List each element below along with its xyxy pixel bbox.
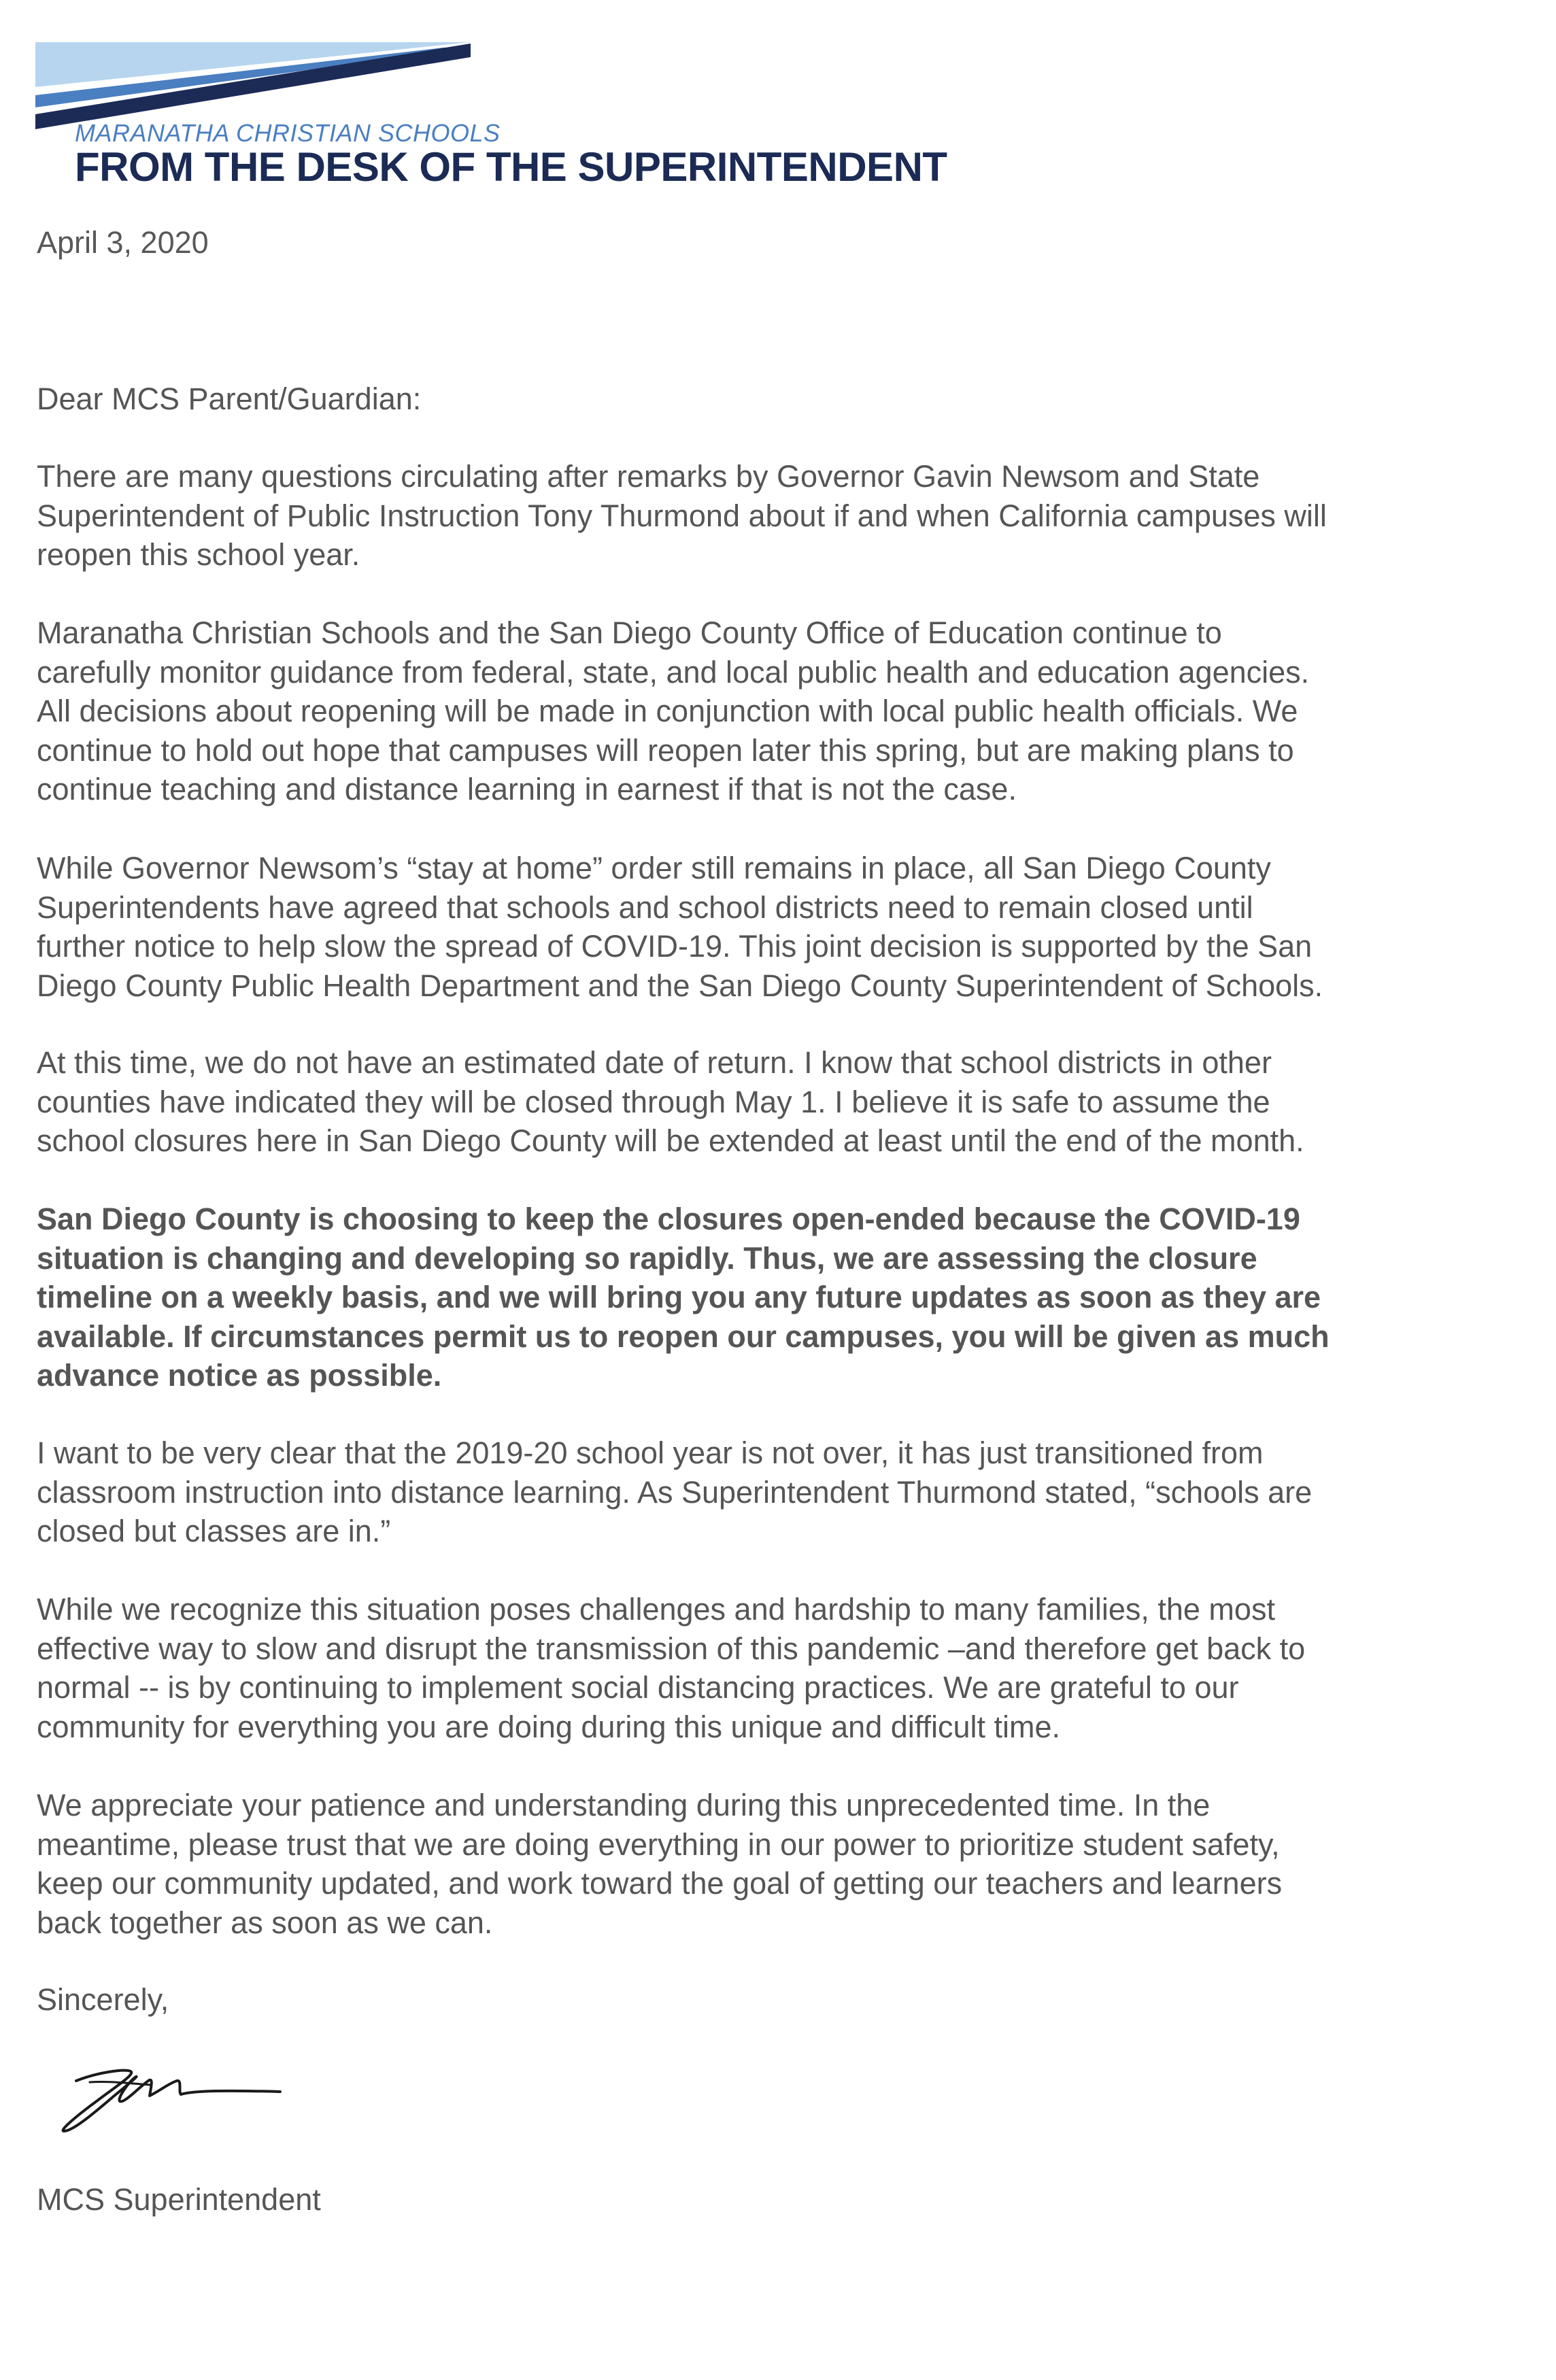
paragraph-line: I want to be very clear that the 2019-20 school year is not over, it has just transitioned from [37,1435,1264,1470]
salutation: Dear MCS Parent/Guardian: [37,381,422,416]
paragraph-line: available. If circumstances permit us to reopen our campuses, you will be given as much [37,1319,1330,1354]
paragraph-line: back together as soon as we can. [37,1905,493,1940]
paragraph-line: There are many questions circulating after remarks by Governor Gavin Newsom and State [37,459,1260,494]
paragraph-line: Diego County Public Health Department and the San Diego County Superintendent of Schools. [37,968,1323,1003]
paragraph-line: reopen this school year. [37,537,360,572]
letterhead-stripes-logo [35,42,477,131]
paragraph-line: further notice to help slow the spread of COVID-19. This joint decision is supported by the San [37,929,1313,964]
paragraph-line: normal -- is by continuing to implement social distancing practices. We are grateful to our [37,1670,1239,1705]
paragraph-line: effective way to slow and disrupt the transmission of this pandemic –and therefore get back to [37,1631,1306,1666]
paragraph-line: meantime, please trust that we are doing everything in our power to prioritize student safety, [37,1826,1280,1862]
paragraph-line: counties have indicated they will be closed through May 1. I believe it is safe to assume the [37,1084,1270,1119]
paragraph-line: timeline on a weekly basis, and we will bring you any future updates as soon as they are [37,1280,1321,1314]
paragraph-line: carefully monitor guidance from federal, state, and local public health and education agencies. [37,654,1310,690]
paragraph-line: closed but classes are in.” [37,1514,391,1548]
letter-date: April 3, 2020 [37,225,209,260]
paragraph-line: school closures here in San Diego County will be extended at least until the end of the month. [37,1123,1304,1158]
paragraph-line: Superintendent of Public Instruction Tony Thurmond about if and when California campuses will [37,498,1327,533]
paragraph-line: All decisions about reopening will be made in conjunction with local public health officials. We [37,694,1298,728]
paragraph-line: While we recognize this situation poses challenges and hardship to many families, the most [37,1592,1275,1627]
handwritten-signature [49,2060,294,2135]
paragraph-line: situation is changing and developing so rapidly. Thus, we are assessing the closure [37,1240,1257,1276]
paragraph-line: At this time, we do not have an estimated date of return. I know that school districts in other [37,1045,1272,1080]
school-name: MARANATHA CHRISTIAN SCHOOLS [75,119,501,147]
paragraph-line: continue to hold out hope that campuses will reopen later this spring, but are making plans to [37,732,1294,768]
paragraph-line: continue teaching and distance learning in earnest if that is not the case. [37,772,1017,806]
paragraph-line: advance notice as possible. [37,1358,442,1393]
paragraph-line: Maranatha Christian Schools and the San Diego County Office of Education continue to [37,615,1222,650]
paragraph-4 [37,1043,1519,1161]
signer-title: MCS Superintendent [37,2182,321,2217]
closing: Sincerely, [37,1982,169,2017]
paragraph-line: classroom instruction into distance learning. As Superintendent Thurmond stated, “schools are [37,1474,1313,1510]
paragraph-3 [37,849,1519,1005]
paragraph-line: San Diego County is choosing to keep the closures open-ended because the COVID-19 [37,1202,1300,1236]
paragraph-line: Superintendents have agreed that schools and school districts need to remain closed until [37,889,1253,925]
paragraph-1 [37,457,1519,575]
letterhead [0,0,1556,204]
paragraph-5-bold [37,1200,1519,1395]
paragraph-8 [37,1786,1519,1942]
paragraph-line: keep our community updated, and work toward the goal of getting our teachers and learners [37,1866,1283,1901]
paragraph-line: While Governor Newsom’s “stay at home” order still remains in place, all San Diego County [37,851,1271,885]
paragraph-6 [37,1433,1519,1551]
paragraph-line: community for everything you are doing during this unique and difficult time. [37,1709,1060,1744]
paragraph-line: We appreciate your patience and understanding during this unprecedented time. In the [37,1788,1211,1822]
paragraph-2 [37,613,1519,809]
letterhead-title: FROM THE DESK OF THE SUPERINTENDENT [75,144,947,190]
paragraph-7 [37,1590,1519,1746]
